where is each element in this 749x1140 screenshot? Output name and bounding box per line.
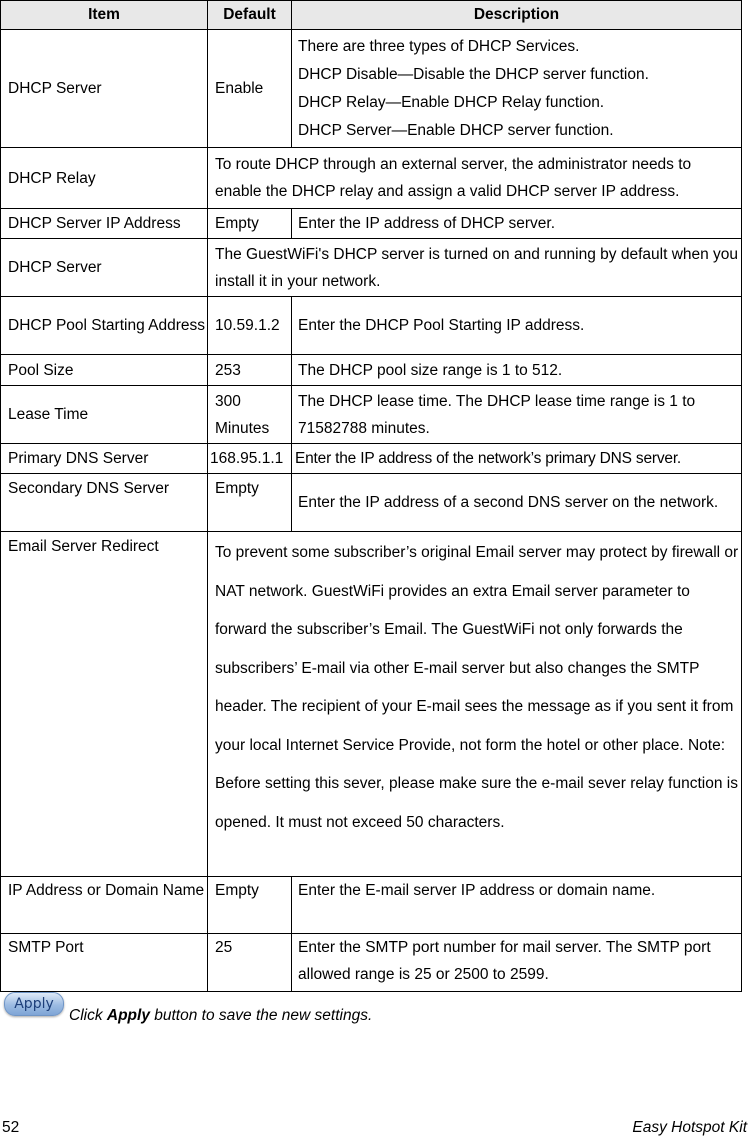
table-row bbox=[1, 386, 742, 444]
row-default: Empty bbox=[208, 877, 292, 934]
table-row bbox=[1, 934, 742, 992]
row-item: DHCP Server bbox=[1, 239, 208, 297]
row-description: To prevent some subscriber’s original Email server may protect by firewall or NAT network. GuestWiFi provides an extra Email server parameter to forward the subscriber’s Email. The GuestWiFi not only forwards the subscribers’ E-mail via other E-mail server but also changes the SMTP header. The recipient of your E-mail sees the message as if you sent it from your local Internet Service Provide, not form the hotel or other place. Note: Before setting this sever, please make sure the e-mail sever relay function is opened. It must not exceed 50 characters. bbox=[208, 532, 742, 877]
row-item: Lease Time bbox=[1, 386, 208, 444]
description-line: There are three types of DHCP Services. bbox=[298, 37, 580, 55]
row-description bbox=[292, 30, 742, 148]
table-row bbox=[1, 297, 742, 355]
row-description: Enter the DHCP Pool Starting IP address. bbox=[292, 297, 742, 355]
row-description: Enter the IP address of a second DNS server on the network. bbox=[292, 474, 742, 532]
row-default: 25 bbox=[208, 934, 292, 992]
row-item: DHCP Server IP Address bbox=[1, 209, 208, 239]
apply-button[interactable]: Apply bbox=[4, 992, 64, 1016]
row-default: Empty bbox=[208, 209, 292, 239]
row-description: Enter the IP address of DHCP server. bbox=[292, 209, 742, 239]
note-bold: Apply bbox=[106, 1007, 150, 1024]
row-item: Pool Size bbox=[1, 355, 208, 386]
row-default: Empty bbox=[208, 474, 292, 532]
row-item: SMTP Port bbox=[1, 934, 208, 992]
row-description: Enter the SMTP port number for mail server. The SMTP port allowed range is 25 or 2500 to 2599. bbox=[292, 934, 742, 992]
header-default: Default bbox=[208, 1, 292, 30]
row-item: Secondary DNS Server bbox=[1, 474, 208, 532]
row-item: IP Address or Domain Name bbox=[1, 877, 208, 934]
table-row bbox=[1, 148, 742, 209]
table-row bbox=[1, 474, 742, 532]
row-description: The DHCP pool size range is 1 to 512. bbox=[292, 355, 742, 386]
table-row bbox=[1, 532, 742, 877]
note-suffix: button to save the new settings. bbox=[149, 1007, 373, 1024]
header-description: Description bbox=[292, 1, 742, 30]
row-description: Enter the IP address of the network’s primary DNS server. bbox=[292, 444, 742, 474]
apply-instruction bbox=[69, 1006, 372, 1026]
table-row bbox=[1, 877, 742, 934]
row-default: 253 bbox=[208, 355, 292, 386]
row-description: The GuestWiFi's DHCP server is turned on and running by default when you install it in your network. bbox=[208, 239, 742, 297]
description-line: DHCP Relay—Enable DHCP Relay function. bbox=[298, 93, 605, 111]
table-row bbox=[1, 209, 742, 239]
row-item: Email Server Redirect bbox=[1, 532, 208, 877]
row-default: 10.59.1.2 bbox=[208, 297, 292, 355]
book-title: Easy Hotspot Kit bbox=[632, 1119, 747, 1136]
table-row bbox=[1, 444, 742, 474]
header-item: Item bbox=[1, 1, 208, 30]
row-item: DHCP Server bbox=[1, 30, 208, 148]
apply-note bbox=[0, 990, 749, 1030]
row-item: DHCP Relay bbox=[1, 148, 208, 209]
table-row bbox=[1, 30, 742, 148]
row-description: To route DHCP through an external server, the administrator needs to enable the DHCP relay and assign a valid DHCP server IP address. bbox=[208, 148, 742, 209]
page-number: 52 bbox=[2, 1119, 20, 1136]
table-row bbox=[1, 239, 742, 297]
table-row bbox=[1, 355, 742, 386]
row-description: Enter the E-mail server IP address or domain name. bbox=[292, 877, 742, 934]
note-prefix: Click bbox=[69, 1007, 107, 1024]
row-item: Primary DNS Server bbox=[1, 444, 208, 474]
description-line: DHCP Disable—Disable the DHCP server function. bbox=[298, 65, 649, 83]
table-header-row bbox=[1, 1, 742, 30]
row-default: 168.95.1.1 bbox=[208, 444, 292, 474]
row-default: 300 Minutes bbox=[208, 386, 292, 444]
row-item: DHCP Pool Starting Address bbox=[1, 297, 208, 355]
row-description: The DHCP lease time. The DHCP lease time range is 1 to 71582788 minutes. bbox=[292, 386, 742, 444]
description-line: DHCP Server—Enable DHCP server function. bbox=[298, 121, 614, 139]
row-default: Enable bbox=[208, 30, 292, 148]
